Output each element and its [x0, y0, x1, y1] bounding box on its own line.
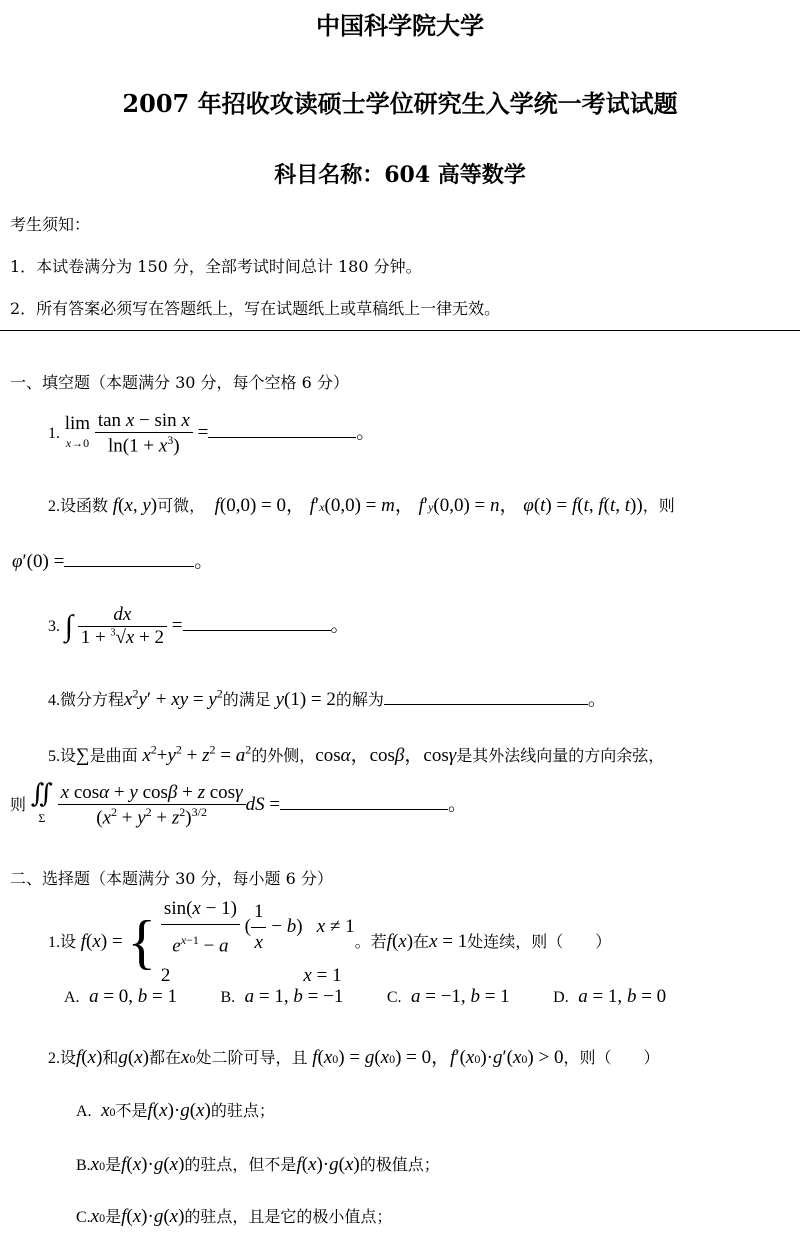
q1-period: 。	[356, 422, 376, 444]
piecewise-cases: $\frac{\sin(x - 1)}{e^{x-1} - a}$ ( $\frac{1}{x}$ − b) x ≠ 1 2 x = 1	[160, 898, 355, 987]
fill-question-5: 5.设∑是曲面 $x^2+y^2 + z^2 = a^2$的外侧，cosα，cosβ，cosγ是其外法线向量的方向余弦，	[48, 742, 665, 766]
answer-blank-5[interactable]	[280, 807, 448, 810]
answer-blank-2[interactable]	[64, 564, 194, 567]
q2-end: ，则	[642, 498, 675, 515]
q5-mid2: 的外侧，	[251, 748, 316, 765]
subject-title: 科目名称：604 高等数学	[274, 162, 526, 188]
divider-line	[0, 330, 800, 331]
cq2-option-b[interactable]: B.x0是f(x)·g(x)的驻点，但不是f(x)·g(x)的极值点；	[76, 1154, 440, 1175]
limit-operator: lim x→0	[64, 413, 91, 451]
choice-question-1: 1.设 f(x) = { $\frac{\sin(x - 1)}{e^{x-1} - a}$ ( $\frac{1}{x}$ − b) x ≠ 1 2 x = 1。若f(x)在x = 1处连续，则（ ）	[48, 894, 611, 991]
cq2-option-c[interactable]: C.x0是f(x)·g(x)的驻点，且是它的极小值点；	[76, 1206, 393, 1227]
integral-fraction: $\frac{dx}{1 + ^3√x + 2}$	[78, 604, 167, 649]
q4-prefix: 4.微分方程	[48, 692, 125, 709]
q4-end: 的解为	[335, 692, 384, 709]
cq1-option-c[interactable]: C. a = −1, b = 1	[386, 986, 510, 1007]
q4-period: 。	[587, 689, 607, 710]
integral-sign: ∫	[64, 609, 73, 643]
cq1-option-a[interactable]: A. a = 0, b = 1	[64, 986, 177, 1007]
cq2-mid: 都在	[149, 1050, 182, 1067]
q5-end: 是其外法线向量的方向余弦，	[456, 748, 665, 765]
answer-blank-1[interactable]	[208, 435, 356, 438]
q1-number: 1.	[48, 425, 60, 443]
fill-question-5-integral: 则 ∬ Σ $\frac{\text{x cosα + y cosβ + z cosγ}}{(x^2 + y^2 + z^2)^{3/2}}$ dS = 。	[10, 778, 468, 829]
q2-period: 。	[194, 551, 214, 572]
cq1-option-b[interactable]: B. a = 1, b = −1	[220, 986, 344, 1007]
section1-title: 一、填空题（本题满分 30 分，每个空格 6 分）	[10, 373, 349, 392]
notice-title: 考生须知：	[10, 215, 91, 234]
q2-prefix: 2.设函数	[48, 498, 109, 515]
fill-question-4: 4.微分方程$x^2y'$ + xy = $y^2$的满足 y(1) = 2的解为 。	[48, 686, 607, 710]
section2-title: 二、选择题（本题满分 30 分，每小题 6 分）	[10, 869, 333, 888]
fill-question-3: 3. ∫ $\frac{dx}{1 + ^3√x + 2}$ = 。	[48, 604, 350, 648]
fill-question-2-answer: φ′(0) = 。	[12, 551, 214, 572]
cq1-option-d[interactable]: D. a = 1, b = 0	[553, 986, 667, 1007]
fill-question-2: 2.设函数 f(x, y)可微， f(0,0) = 0， f′x(0,0) = m， f′y(0,0) = n， φ(t) = f(t, f(t, t))，则	[48, 495, 675, 516]
limit-fraction: $\frac{\text{tan x − sin x}}{\ln(1 + x^3)}$	[95, 410, 193, 457]
answer-blank-3[interactable]	[183, 628, 331, 631]
q2-text: 可微，	[157, 498, 206, 515]
cq1-options	[64, 986, 666, 1008]
cq2-mid2: 处二阶可导，且	[195, 1050, 308, 1067]
q5-period: 。	[448, 794, 468, 816]
surface-integral-fraction: $\frac{\text{x cosα + y cosβ + z cosγ}}{(x^2 + y^2 + z^2)^{3/2}}$	[58, 782, 246, 829]
q3-number: 3.	[48, 617, 60, 635]
cq1-prefix: 1.设	[48, 934, 77, 952]
cq2-prefix: 2.设	[48, 1050, 77, 1067]
surface-integral-sign: ∬ Σ	[30, 778, 53, 825]
answer-blank-4[interactable]	[384, 702, 588, 705]
piecewise-brace: {	[127, 909, 157, 976]
university-name: 中国科学院大学	[316, 11, 484, 40]
q5-mid: 是曲面	[89, 748, 138, 765]
notice-item-1: 1．本试卷满分为 150 分，全部考试时间总计 180 分钟。	[10, 257, 422, 276]
cq1-end: 处连续，则（ ）	[467, 934, 612, 952]
choice-question-2: 2.设f(x)和g(x)都在x0处二阶可导，且 f(x0) = g(x0) = 0，f′(x0)·g′(x0) > 0，则（ ）	[48, 1047, 660, 1068]
q4-mid: 的满足	[222, 692, 271, 709]
notice-item-2: 2．所有答案必须写在答题纸上，写在试题纸上或草稿纸上一律无效。	[10, 299, 501, 318]
cq1-mid2: 在	[413, 934, 430, 952]
q5-then: 则	[10, 797, 27, 815]
q5-prefix: 5.设	[48, 748, 77, 765]
cq2-and: 和	[102, 1050, 119, 1067]
cq2-option-a[interactable]: A. x0不是f(x)·g(x)的驻点；	[76, 1100, 275, 1121]
cq1-mid: 。若	[354, 934, 387, 952]
cq2-end: ，则（ ）	[563, 1050, 660, 1067]
exam-title: 2007 年招收攻读硕士学位研究生入学统一考试试题	[122, 89, 678, 118]
fill-question-1: 1. lim x→0 $\frac{\text{tan x − sin x}}{\ln(1 + x^3)}$ = 。	[48, 410, 376, 457]
q3-period: 。	[330, 614, 350, 636]
